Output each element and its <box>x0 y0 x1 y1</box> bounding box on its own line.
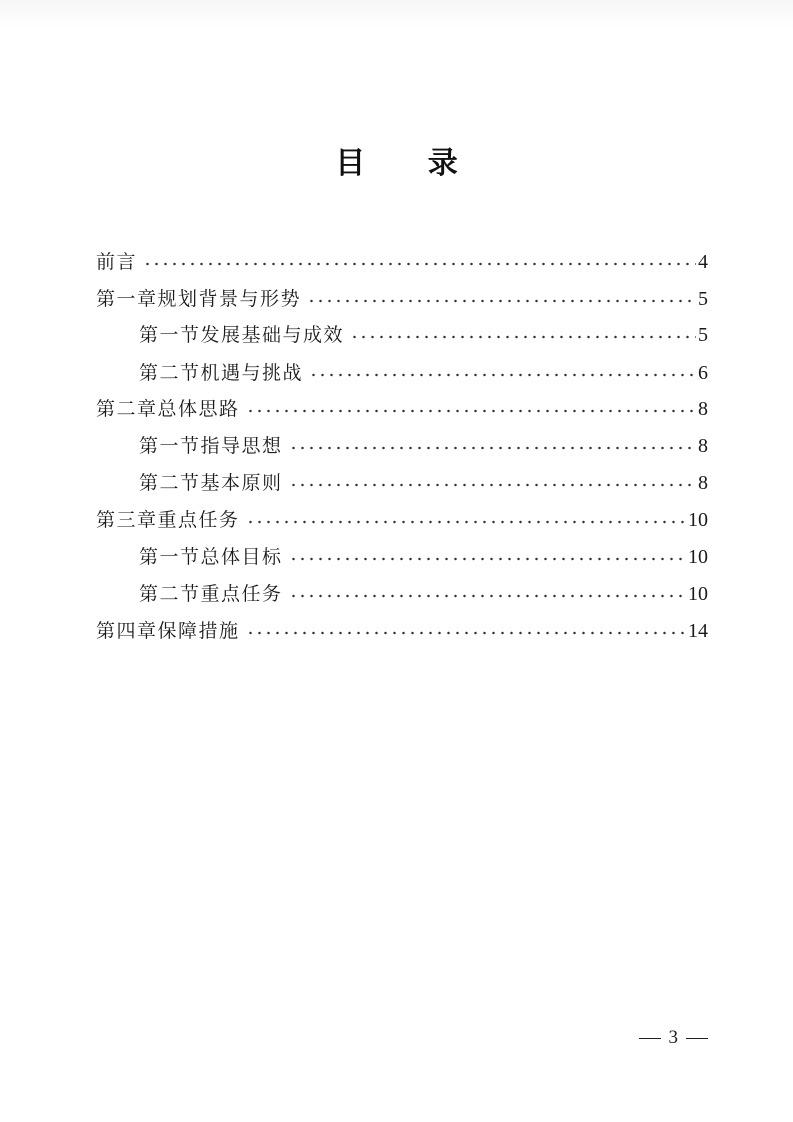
dot-leader <box>307 298 696 304</box>
toc-entry-page: 10 <box>688 546 708 568</box>
dot-leader <box>246 519 686 525</box>
dot-leader <box>289 482 696 488</box>
toc-entry-page: 8 <box>698 435 708 457</box>
toc-entry[interactable] <box>96 613 708 643</box>
toc-entry-label: 第一节发展基础与成效 <box>139 324 345 346</box>
toc-entry-page: 4 <box>698 251 708 273</box>
toc-entry-label: 第二节重点任务 <box>139 583 283 605</box>
toc-entry-label: 第三章重点任务 <box>96 509 240 531</box>
toc-entry[interactable] <box>96 391 708 421</box>
toc-entry-page: 8 <box>698 472 708 494</box>
toc-entry-page: 5 <box>698 324 708 346</box>
toc-entry[interactable] <box>139 576 708 606</box>
page-number: 3 <box>668 1027 678 1048</box>
dash-right <box>686 1038 708 1039</box>
toc-entry-label: 第一章规划背景与形势 <box>96 288 302 310</box>
toc-entry[interactable] <box>139 317 708 347</box>
page-title: 目 录 <box>335 146 484 181</box>
toc-entry-page: 10 <box>688 583 708 605</box>
toc-entry-page: 10 <box>688 509 708 531</box>
toc-entry[interactable] <box>139 355 708 385</box>
toc-entry[interactable] <box>139 465 708 495</box>
toc-entry[interactable] <box>96 244 708 274</box>
toc-entry-label: 第二节机遇与挑战 <box>139 362 304 384</box>
dot-leader <box>350 334 696 340</box>
dot-leader <box>246 408 696 414</box>
dot-leader <box>289 593 686 599</box>
toc-entry-label: 第二节基本原则 <box>139 472 283 494</box>
toc-entry-label: 第一节指导思想 <box>139 435 283 457</box>
dot-leader <box>289 556 686 562</box>
toc-entry[interactable] <box>139 539 708 569</box>
toc-entry-page: 8 <box>698 398 708 420</box>
dot-leader <box>309 372 696 378</box>
toc-entry[interactable] <box>139 428 708 458</box>
toc-entry-label: 前言 <box>96 251 138 273</box>
toc-entry-label: 第二章总体思路 <box>96 398 240 420</box>
toc-entry[interactable] <box>96 281 708 311</box>
toc-entry-label: 第四章保障措施 <box>96 620 240 642</box>
dash-left <box>639 1038 661 1039</box>
toc-entry-page: 14 <box>688 620 708 642</box>
toc-entry-label: 第一节总体目标 <box>139 546 283 568</box>
dot-leader <box>143 261 696 267</box>
page-number-footer <box>639 1027 709 1049</box>
dot-leader <box>289 445 696 451</box>
dot-leader <box>246 630 686 636</box>
toc-entry[interactable] <box>96 502 708 532</box>
toc-entry-page: 6 <box>698 362 708 384</box>
toc-entry-page: 5 <box>698 288 708 310</box>
